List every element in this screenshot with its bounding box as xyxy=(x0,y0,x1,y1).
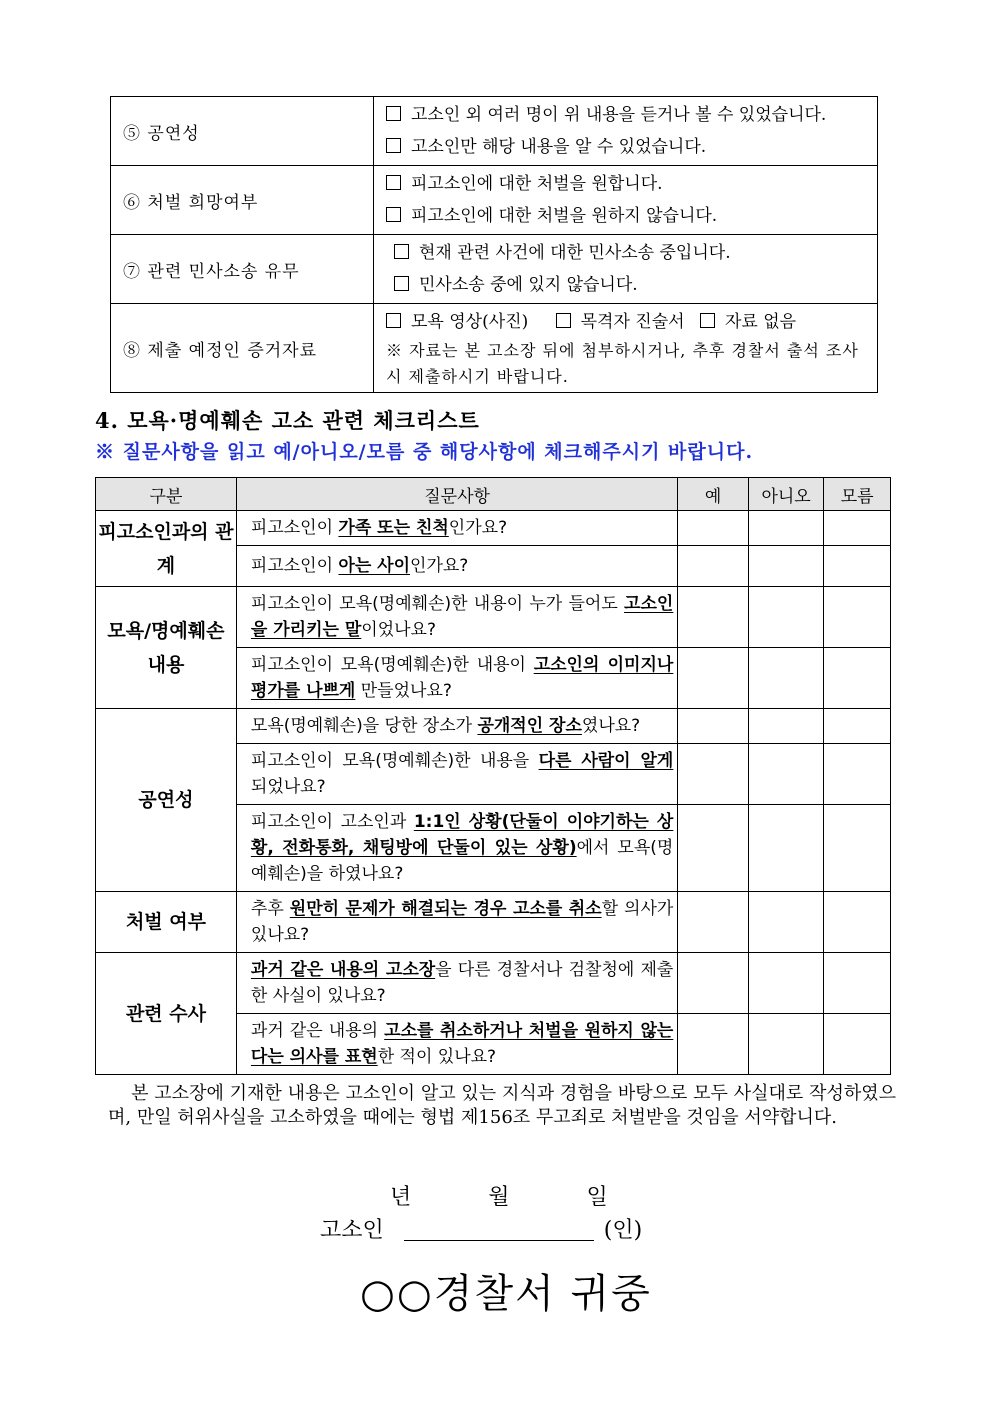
question-cell xyxy=(236,892,677,953)
answer-yes-cell[interactable] xyxy=(678,1014,749,1075)
question-hl: 고소인을 가리키는 말 xyxy=(250,594,674,640)
answer-unknown-cell[interactable] xyxy=(824,953,891,1014)
table-row xyxy=(96,953,891,1014)
table-row xyxy=(96,511,891,546)
answer-no-cell[interactable] xyxy=(748,546,823,587)
checkbox-icon[interactable] xyxy=(386,175,401,190)
question-pre: 모욕(명예훼손)을 당한 장소가 xyxy=(250,716,478,736)
question-post: 되었나요? xyxy=(250,777,326,797)
answer-yes-cell[interactable] xyxy=(678,805,749,892)
question-hl: 1:1인 상황(단둘이 이야기하는 상황, 전화통화, 채팅방에 단둘이 있는 상황) xyxy=(250,812,674,858)
answer-unknown-cell[interactable] xyxy=(824,1014,891,1075)
signature-line xyxy=(320,1213,642,1244)
answer-no-cell[interactable] xyxy=(748,511,823,546)
answer-yes-cell[interactable] xyxy=(678,546,749,587)
category-cell: 처벌 여부 xyxy=(96,892,237,953)
checkbox-icon[interactable] xyxy=(386,207,401,222)
header-unknown: 모름 xyxy=(824,478,891,511)
answer-no-cell[interactable] xyxy=(748,1014,823,1075)
answer-yes-cell[interactable] xyxy=(678,709,749,744)
question-cell xyxy=(236,1014,677,1075)
question-post: 에서 모욕(명예훼손)을 하였나요? xyxy=(250,838,674,884)
row-label: ⑧ 제출 예정인 증거자료 xyxy=(111,304,374,393)
day-label: 일 xyxy=(586,1185,609,1210)
checkbox-icon[interactable] xyxy=(386,313,401,328)
question-pre: 과거 같은 내용의 xyxy=(250,1021,385,1041)
checkbox-icon[interactable] xyxy=(386,106,401,121)
evidence-note: ※ 자료는 본 고소장 뒤에 첨부하시거나, 추후 경찰서 출석 조사시 제출하시기 바랍니다. xyxy=(386,341,859,386)
table-row xyxy=(96,587,891,648)
year-label: 년 xyxy=(390,1185,413,1210)
question-pre: 피고소인이 xyxy=(250,518,339,538)
question-hl: 가족 또는 친척 xyxy=(338,518,449,538)
answer-no-cell[interactable] xyxy=(748,744,823,805)
header-no: 아니오 xyxy=(748,478,823,511)
category-cell: 공연성 xyxy=(96,709,237,892)
question-cell xyxy=(236,511,677,546)
question-pre: 피고소인이 모욕(명예훼손)한 내용이 누가 들어도 xyxy=(250,594,625,614)
checkbox-icon[interactable] xyxy=(556,313,571,328)
question-hl: 과거 같은 내용의 고소장 xyxy=(250,960,436,980)
question-cell xyxy=(236,953,677,1014)
question-post: 인가요? xyxy=(448,518,508,538)
question-hl: 다른 사람이 알게 xyxy=(538,751,674,771)
category-cell: 모욕/명예훼손 내용 xyxy=(96,587,237,709)
option-item[interactable]: 고소인 외 여러 명이 위 내용을 듣거나 볼 수 있었습니다. xyxy=(386,99,873,131)
option-item[interactable]: 현재 관련 사건에 대한 민사소송 중입니다. xyxy=(394,237,873,269)
checklist-table xyxy=(95,477,891,1075)
question-pre: 피고소인이 모욕(명예훼손)한 내용을 xyxy=(250,751,539,771)
checkbox-icon[interactable] xyxy=(386,138,401,153)
question-pre: 피고소인이 xyxy=(250,556,339,576)
answer-no-cell[interactable] xyxy=(748,892,823,953)
category-cell: 피고소인과의 관계 xyxy=(96,511,237,587)
question-pre: 추후 xyxy=(250,899,290,919)
answer-unknown-cell[interactable] xyxy=(824,648,891,709)
signature-field[interactable] xyxy=(404,1216,594,1241)
section-instruction: ※ 질문사항을 읽고 예/아니오/모름 중 해당사항에 체크해주시기 바랍니다. xyxy=(95,441,754,463)
question-post: 할 의사가 있나요? xyxy=(250,899,674,945)
checkbox-icon[interactable] xyxy=(700,313,715,328)
answer-yes-cell[interactable] xyxy=(678,953,749,1014)
recipient: ○○경찰서 귀중 xyxy=(360,1271,652,1317)
question-cell xyxy=(236,587,677,648)
answer-unknown-cell[interactable] xyxy=(824,892,891,953)
complaint-details-table xyxy=(110,96,878,393)
answer-no-cell[interactable] xyxy=(748,587,823,648)
question-post: 였나요? xyxy=(581,716,641,736)
category-cell: 관련 수사 xyxy=(96,953,237,1075)
question-hl: 원만히 문제가 해결되는 경우 고소를 취소 xyxy=(289,899,602,919)
row-label: ⑤ 공연성 xyxy=(111,97,374,166)
question-post: 을 다른 경찰서나 검찰청에 제출한 사실이 있나요? xyxy=(250,960,674,1006)
answer-unknown-cell[interactable] xyxy=(824,511,891,546)
answer-yes-cell[interactable] xyxy=(678,648,749,709)
option-item[interactable]: 피고소인에 대한 처벌을 원합니다. xyxy=(386,168,873,200)
question-cell xyxy=(236,744,677,805)
date-line xyxy=(390,1180,609,1211)
checkbox-icon[interactable] xyxy=(394,276,409,291)
question-pre: 피고소인이 모욕(명예훼손)한 내용이 xyxy=(250,655,534,675)
question-pre: 피고소인이 고소인과 xyxy=(250,812,414,832)
header-yes: 예 xyxy=(678,478,749,511)
answer-unknown-cell[interactable] xyxy=(824,744,891,805)
question-cell xyxy=(236,648,677,709)
answer-no-cell[interactable] xyxy=(748,953,823,1014)
option-item[interactable]: 민사소송 중에 있지 않습니다. xyxy=(394,269,873,301)
answer-no-cell[interactable] xyxy=(748,648,823,709)
question-cell xyxy=(236,805,677,892)
oath-statement: 본 고소장에 기재한 내용은 고소인이 알고 있는 지식과 경험을 바탕으로 모두 사실대로 작성하였으며, 만일 허위사실을 고소하였을 때에는 형법 제156조 무고죄로 처벌받을 것임을 서약합니다. xyxy=(108,1083,896,1128)
signer-label: 고소인 xyxy=(320,1218,384,1243)
answer-unknown-cell[interactable] xyxy=(824,709,891,744)
month-label: 월 xyxy=(488,1185,511,1210)
question-hl: 아는 사이 xyxy=(338,556,411,576)
table-row xyxy=(96,892,891,953)
answer-no-cell[interactable] xyxy=(748,709,823,744)
question-cell xyxy=(236,709,677,744)
question-hl: 고소인의 이미지나 평가를 나쁘게 xyxy=(250,655,674,701)
option-item[interactable]: 피고소인에 대한 처벌을 원하지 않습니다. xyxy=(386,200,873,232)
answer-no-cell[interactable] xyxy=(748,805,823,892)
answer-unknown-cell[interactable] xyxy=(824,805,891,892)
checkbox-icon[interactable] xyxy=(394,244,409,259)
question-post: 만들었나요? xyxy=(355,681,452,701)
question-hl: 공개적인 장소 xyxy=(477,716,582,736)
answer-unknown-cell[interactable] xyxy=(824,546,891,587)
header-question: 질문사항 xyxy=(236,478,677,511)
question-cell xyxy=(236,546,677,587)
question-post: 한 적이 있나요? xyxy=(377,1047,497,1067)
header-category: 구분 xyxy=(96,478,237,511)
answer-yes-cell[interactable] xyxy=(678,511,749,546)
row-label: ⑦ 관련 민사소송 유무 xyxy=(111,235,374,304)
option-item[interactable]: 고소인만 해당 내용을 알 수 있었습니다. xyxy=(386,131,873,163)
section-title: 4. 모욕·명예훼손 고소 관련 체크리스트 xyxy=(95,408,480,433)
answer-yes-cell[interactable] xyxy=(678,892,749,953)
seal-label: (인) xyxy=(603,1218,643,1243)
answer-yes-cell[interactable] xyxy=(678,587,749,648)
question-post: 이었나요? xyxy=(361,620,436,640)
answer-unknown-cell[interactable] xyxy=(824,587,891,648)
evidence-options: 모욕 영상(사진) 목격자 진술서 자료 없음 xyxy=(386,306,873,338)
row-label: ⑥ 처벌 희망여부 xyxy=(111,166,374,235)
question-post: 인가요? xyxy=(410,556,469,576)
answer-yes-cell[interactable] xyxy=(678,744,749,805)
table-row xyxy=(96,709,891,744)
question-hl: 고소를 취소하거나 처벌을 원하지 않는 다는 의사를 표현 xyxy=(250,1021,674,1067)
